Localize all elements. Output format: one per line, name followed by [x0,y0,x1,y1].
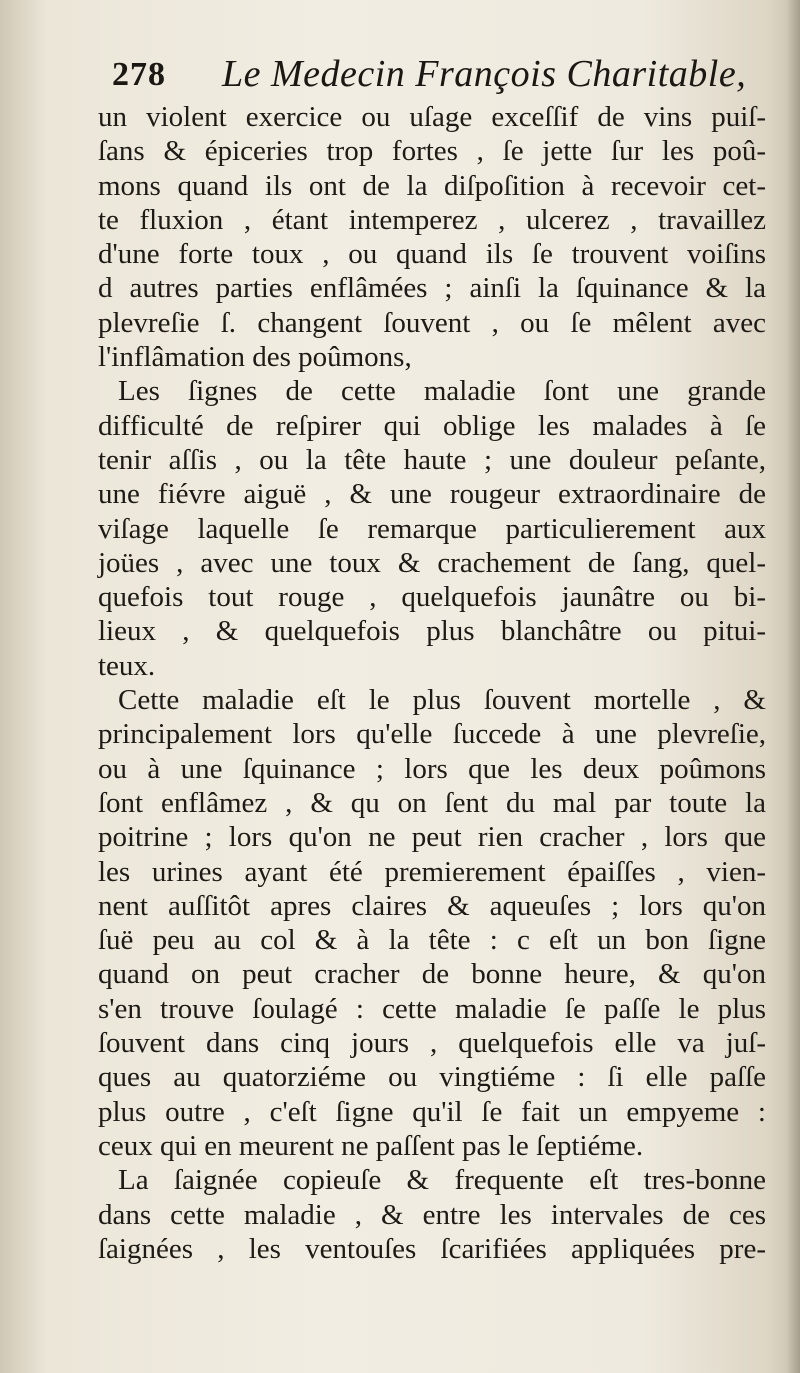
text-line: difficulté de reſpirer qui oblige les malades à ſe [98,409,766,442]
text-line: principalement lors qu'elle ſuccede à une plevreſie, [98,718,766,751]
text-line: La ſaignée copieuſe & frequente eſt tres-bonne [118,1164,766,1197]
text-line: ques au quatorziéme ou vingtiéme : ſi elle paſſe [98,1061,766,1094]
text-line: l'inflâmation des poûmons, [98,341,412,374]
text-line: s'en trouve ſoulagé : cette maladie ſe paſſe le plus [98,992,766,1025]
text-line: quefois tout rouge , quelquefois jaunâtre ou bi- [98,581,766,614]
text-line: tenir aſſis , ou la tête haute ; une douleur peſante, [98,443,766,476]
text-line: ſans & épiceries trop fortes , ſe jette ſur les poû- [98,135,766,168]
body-text [98,100,766,1266]
text-line: ceux qui en meurent ne paſſent pas le ſeptiéme. [98,1129,644,1162]
text-line: viſage laquelle ſe remarque particulierement aux [98,512,766,545]
text-line: d'une forte toux , ou quand ils ſe trouvent voiſins [98,238,766,271]
text-line: ſouvent dans cinq jours , quelquefois elle va juſ- [98,1027,766,1060]
text-line: ſont enflâmez , & qu on ſent du mal par toute la [98,786,766,819]
text-line: ſuë peu au col & à la tête : c eſt un bon ſigne [98,924,766,957]
text-line: ſaignées , les ventouſes ſcarifiées appliquées pre- [98,1232,766,1265]
text-line: ou à une ſquinance ; lors que les deux poûmons [98,752,766,785]
page-header [112,52,752,104]
text-line: une fiévre aiguë , & une rougeur extraordinaire de [98,478,766,511]
text-line: plus outre , c'eſt ſigne qu'il ſe fait un empyeme : [98,1095,766,1128]
text-line: mons quand ils ont de la diſpoſition à recevoir cet- [98,169,766,202]
text-line: Cette maladie eſt le plus ſouvent mortelle , & [118,684,766,717]
text-line: lieux , & quelquefois plus blanchâtre ou pitui- [98,615,766,648]
text-line: les urines ayant été premierement épaiſſes , vien- [98,855,766,888]
page-number: 278 [112,56,166,93]
text-line: te fluxion , étant intemperez , ulcerez , travaillez [98,203,766,236]
text-line: un violent exercice ou uſage exceſſif de vins puiſ- [98,101,766,133]
text-line: poitrine ; lors qu'on ne peut rien cracher , lors que [98,821,766,854]
running-title: Le Medecin François Charitable, [222,53,747,95]
text-line: nent auſſitôt apres claires & aqueuſes ; lors qu'on [98,889,766,922]
page-edge-shadow [786,0,800,1373]
text-line: plevreſie ſ. changent ſouvent , ou ſe mêlent avec [98,306,766,339]
text-line: dans cette maladie , & entre les intervales de ces [98,1198,766,1231]
text-line: quand on peut cracher de bonne heure, & qu'on [98,958,766,991]
text-line: joües , avec une toux & crachement de ſang, quel- [98,546,766,579]
text-line: Les ſignes de cette maladie ſont une grande [118,375,766,408]
text-line: teux. [98,649,156,682]
text-line: d autres parties enflâmées ; ainſi la ſquinance & la [98,272,766,305]
